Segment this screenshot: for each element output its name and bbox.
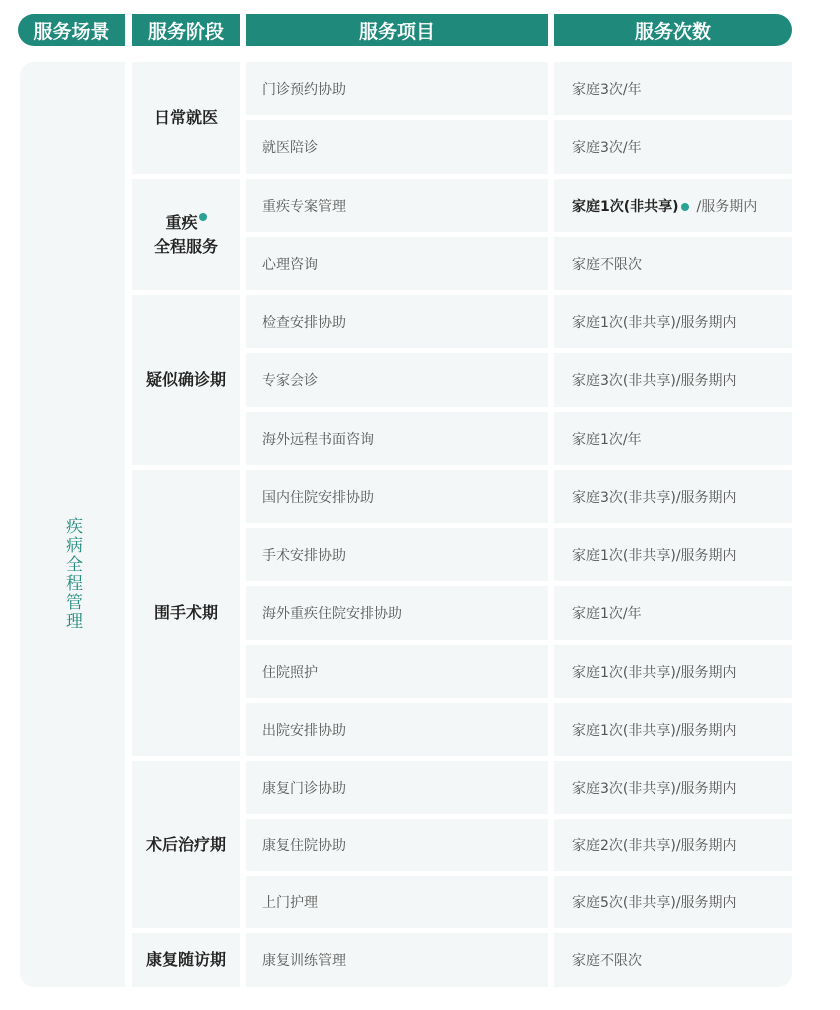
service-count: 家庭1次(非共享)/服务期内 — [554, 645, 792, 698]
stage-critical — [132, 179, 240, 290]
service-count-strong: 家庭1次(非共享) — [572, 198, 679, 215]
service-count: 家庭3次(非共享)/服务期内 — [554, 353, 792, 407]
service-count: 家庭3次/年 — [554, 120, 792, 174]
service-count: 家庭1次(非共享)/服务期内 — [554, 703, 792, 756]
stage-label: 围手术期 — [153, 603, 218, 622]
service-count: 家庭1次(非共享)/服务期内 — [554, 295, 792, 348]
header-scene: 服务场景 — [18, 14, 125, 46]
header-item: 服务项目 — [246, 14, 548, 46]
service-count: 家庭3次(非共享)/服务期内 — [554, 470, 792, 523]
service-item: 检查安排协助 — [246, 295, 548, 348]
service-item: 康复训练管理 — [246, 933, 548, 987]
stage-label: 疑似确诊期 — [145, 370, 226, 389]
stage-label: 术后治疗期 — [145, 834, 226, 854]
service-count: 家庭1次/年 — [554, 412, 792, 465]
service-count — [554, 179, 792, 232]
service-item: 重疾专案管理 — [246, 179, 548, 232]
service-item: 海外重疾住院安排协助 — [246, 586, 548, 640]
service-item: 心理咨询 — [246, 237, 548, 290]
stage-perioperative — [132, 470, 240, 756]
header-count: 服务次数 — [554, 14, 792, 46]
stage-daily — [132, 62, 240, 174]
service-item: 门诊预约协助 — [246, 62, 548, 115]
service-item: 康复住院协助 — [246, 819, 548, 871]
service-count: 家庭3次(非共享)/服务期内 — [554, 761, 792, 814]
service-item: 上门护理 — [246, 876, 548, 928]
note-dot-icon — [681, 203, 689, 211]
service-item: 专家会诊 — [246, 353, 548, 407]
stage-post-treatment — [132, 761, 240, 928]
service-count: 家庭1次/年 — [554, 586, 792, 640]
stage-label-line2: 全程服务 — [153, 236, 218, 256]
service-item: 康复门诊协助 — [246, 761, 548, 814]
service-count: 家庭3次/年 — [554, 62, 792, 115]
scene-label: 疾病全程管理 — [62, 517, 82, 631]
stage-rehab — [132, 933, 240, 987]
service-item: 出院安排协助 — [246, 703, 548, 756]
service-count: 家庭2次(非共享)/服务期内 — [554, 819, 792, 871]
service-count: 家庭1次(非共享)/服务期内 — [554, 528, 792, 581]
stage-label: 日常就医 — [153, 108, 218, 127]
service-count: 家庭5次(非共享)/服务期内 — [554, 876, 792, 928]
service-count-rest: /服务期内 — [696, 198, 758, 215]
service-item: 国内住院安排协助 — [246, 470, 548, 523]
note-dot-icon — [199, 213, 207, 221]
service-item: 海外远程书面咨询 — [246, 412, 548, 465]
service-item: 手术安排协助 — [246, 528, 548, 581]
stage-label-line1: 重疾 — [165, 212, 198, 232]
service-item: 就医陪诊 — [246, 120, 548, 174]
service-item: 住院照护 — [246, 645, 548, 698]
service-count: 家庭不限次 — [554, 933, 792, 987]
stage-suspected — [132, 295, 240, 465]
stage-label: 康复随访期 — [145, 950, 226, 969]
header-stage: 服务阶段 — [132, 14, 240, 46]
scene-cell — [20, 62, 125, 987]
service-count: 家庭不限次 — [554, 237, 792, 290]
